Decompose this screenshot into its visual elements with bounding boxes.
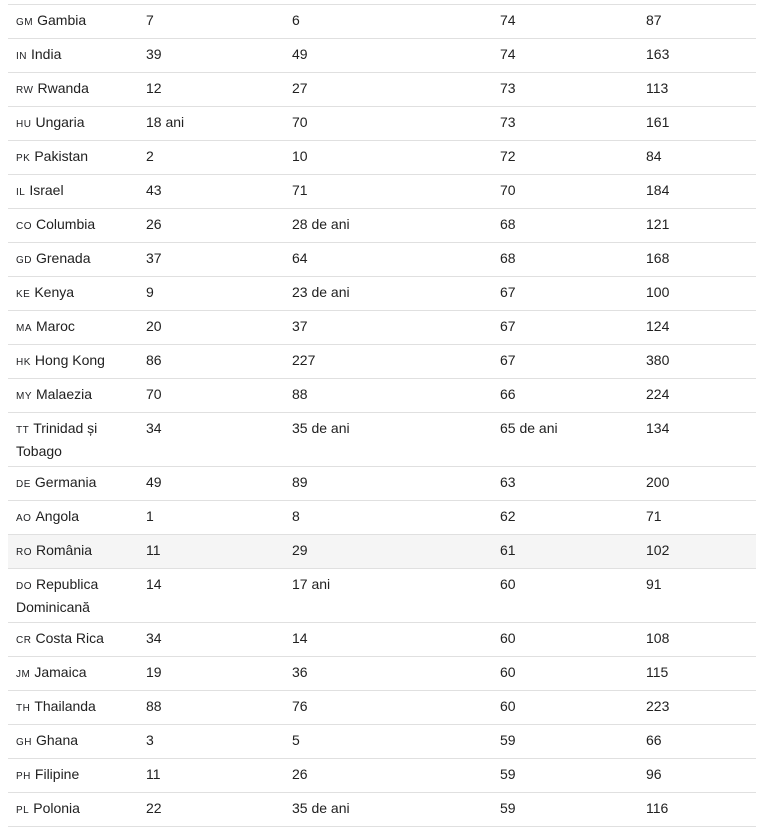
value-cell-2: 70 [292, 114, 308, 130]
country-code: AO [16, 513, 32, 524]
value-cell-3: 73 [500, 114, 516, 130]
table-row [8, 209, 756, 243]
country-name: Pakistan [34, 148, 89, 164]
value-cell-1: 7 [146, 12, 154, 28]
value-cell-4: 184 [646, 182, 670, 198]
value-cell-4: 87 [646, 12, 662, 28]
value-cell-2: 89 [292, 474, 308, 490]
value-cell-3: 74 [500, 46, 516, 62]
value-cell-3: 59 [500, 766, 516, 782]
value-cell-4: 108 [646, 630, 670, 646]
country-name: Columbia [36, 216, 96, 232]
value-cell-2: 28 de ani [292, 216, 350, 232]
table-row [8, 277, 756, 311]
country-name: Germania [34, 474, 97, 490]
value-cell-2: 29 [292, 542, 308, 558]
country-code: PK [16, 153, 31, 164]
country-cell [8, 345, 146, 378]
country-code: MA [16, 323, 32, 334]
value-cell-4: 224 [646, 386, 670, 402]
country-code: HU [16, 119, 32, 130]
table-row [8, 623, 756, 657]
country-name: Trinidad și Tobago [16, 420, 98, 459]
value-cell-3: 60 [500, 630, 516, 646]
value-cell-3: 67 [500, 318, 516, 334]
value-cell-1: 19 [146, 664, 162, 680]
table-row [8, 467, 756, 501]
value-cell-3: 59 [500, 732, 516, 748]
value-cell-2: 17 ani [292, 576, 331, 592]
table-row [8, 725, 756, 759]
value-cell-4: 116 [646, 800, 669, 816]
country-cell [8, 759, 146, 792]
value-cell-4: 71 [646, 508, 662, 524]
table-row [8, 5, 756, 39]
value-cell-1: 2 [146, 148, 154, 164]
table-row [8, 243, 756, 277]
country-name: Republica Dominicană [16, 576, 99, 615]
country-code: GD [16, 255, 32, 266]
value-cell-4: 200 [646, 474, 670, 490]
country-code: PL [16, 805, 30, 816]
value-cell-2: 8 [292, 508, 300, 524]
country-name: Filipine [34, 766, 80, 782]
value-cell-4: 134 [646, 420, 670, 436]
value-cell-1: 86 [146, 352, 162, 368]
country-code: RW [16, 85, 34, 96]
value-cell-4: 91 [646, 576, 662, 592]
table-row [8, 657, 756, 691]
value-cell-3: 61 [500, 542, 516, 558]
country-cell [8, 535, 146, 568]
country-code: JM [16, 669, 31, 680]
value-cell-2: 14 [292, 630, 308, 646]
country-name: Maroc [36, 318, 75, 334]
value-cell-1: 3 [146, 732, 154, 748]
value-cell-4: 168 [646, 250, 670, 266]
value-cell-2: 227 [292, 352, 316, 368]
value-cell-3: 60 [500, 698, 516, 714]
country-name: Angola [35, 508, 80, 524]
value-cell-1: 34 [146, 630, 162, 646]
table-row [8, 535, 756, 569]
value-cell-2: 64 [292, 250, 308, 266]
country-cell [8, 277, 146, 310]
country-code: MY [16, 391, 32, 402]
value-cell-1: 22 [146, 800, 162, 816]
country-cell [8, 623, 146, 656]
value-cell-2: 35 de ani [292, 800, 350, 816]
table-row [8, 759, 756, 793]
value-cell-2: 37 [292, 318, 308, 334]
country-cell [8, 569, 146, 622]
country-code: TH [16, 703, 31, 714]
country-cell [8, 175, 146, 208]
value-cell-1: 14 [146, 576, 162, 592]
table-row [8, 793, 756, 827]
country-cell [8, 793, 146, 826]
country-code: IL [16, 187, 26, 198]
data-table [8, 4, 756, 827]
table-row [8, 413, 756, 467]
table-row [8, 141, 756, 175]
value-cell-4: 66 [646, 732, 662, 748]
value-cell-4: 102 [646, 542, 670, 558]
value-cell-4: 84 [646, 148, 662, 164]
country-name: Israel [29, 182, 64, 198]
country-cell [8, 243, 146, 276]
value-cell-1: 70 [146, 386, 162, 402]
value-cell-2: 76 [292, 698, 308, 714]
country-code: DE [16, 479, 31, 490]
value-cell-3: 65 de ani [500, 420, 558, 436]
country-code: TT [16, 425, 30, 436]
value-cell-2: 5 [292, 732, 300, 748]
value-cell-2: 23 de ani [292, 284, 350, 300]
country-name: Malaezia [36, 386, 93, 402]
country-cell [8, 467, 146, 500]
value-cell-2: 6 [292, 12, 300, 28]
value-cell-3: 74 [500, 12, 516, 28]
table-row [8, 345, 756, 379]
value-cell-1: 1 [146, 508, 154, 524]
value-cell-2: 35 de ani [292, 420, 350, 436]
table-row [8, 691, 756, 725]
value-cell-4: 100 [646, 284, 670, 300]
value-cell-1: 11 [146, 766, 161, 782]
country-code: PH [16, 771, 31, 782]
country-cell [8, 657, 146, 690]
country-cell [8, 39, 146, 72]
value-cell-1: 49 [146, 474, 162, 490]
value-cell-4: 96 [646, 766, 662, 782]
value-cell-1: 88 [146, 698, 162, 714]
table-row [8, 39, 756, 73]
country-name: Grenada [36, 250, 91, 266]
value-cell-1: 12 [146, 80, 162, 96]
country-name: Thailanda [34, 698, 96, 714]
value-cell-3: 68 [500, 250, 516, 266]
value-cell-3: 70 [500, 182, 516, 198]
value-cell-4: 115 [646, 664, 669, 680]
value-cell-4: 124 [646, 318, 670, 334]
value-cell-4: 161 [646, 114, 670, 130]
value-cell-3: 66 [500, 386, 516, 402]
table-row [8, 379, 756, 413]
value-cell-1: 26 [146, 216, 162, 232]
country-cell [8, 501, 146, 534]
country-code: HK [16, 357, 31, 368]
country-cell [8, 725, 146, 758]
country-name: Rwanda [37, 80, 89, 96]
country-name: Ghana [36, 732, 79, 748]
value-cell-4: 121 [646, 216, 670, 232]
table-row [8, 107, 756, 141]
value-cell-1: 18 ani [146, 114, 185, 130]
country-name: Gambia [37, 12, 87, 28]
country-cell [8, 107, 146, 140]
country-code: KE [16, 289, 31, 300]
country-name: Jamaica [34, 664, 87, 680]
value-cell-3: 59 [500, 800, 516, 816]
value-cell-3: 67 [500, 352, 516, 368]
value-cell-2: 27 [292, 80, 308, 96]
country-cell [8, 5, 146, 38]
value-cell-2: 26 [292, 766, 308, 782]
country-cell [8, 209, 146, 242]
value-cell-2: 49 [292, 46, 308, 62]
value-cell-1: 20 [146, 318, 162, 334]
country-name: Ungaria [35, 114, 85, 130]
value-cell-3: 62 [500, 508, 516, 524]
value-cell-3: 60 [500, 576, 516, 592]
value-cell-3: 67 [500, 284, 516, 300]
country-name: Kenya [34, 284, 75, 300]
country-cell [8, 141, 146, 174]
country-cell [8, 379, 146, 412]
value-cell-3: 73 [500, 80, 516, 96]
country-name: Polonia [33, 800, 80, 816]
table-row [8, 501, 756, 535]
country-cell [8, 691, 146, 724]
table-row [8, 175, 756, 209]
value-cell-1: 9 [146, 284, 154, 300]
value-cell-2: 88 [292, 386, 308, 402]
country-name: Costa Rica [35, 630, 104, 646]
country-cell [8, 73, 146, 106]
country-cell [8, 311, 146, 344]
country-name: România [36, 542, 93, 558]
value-cell-1: 11 [146, 542, 161, 558]
country-code: DO [16, 581, 32, 592]
table-row [8, 73, 756, 107]
country-code: RO [16, 547, 32, 558]
table-row [8, 311, 756, 345]
value-cell-3: 60 [500, 664, 516, 680]
country-code: CO [16, 221, 32, 232]
table-row [8, 569, 756, 623]
value-cell-1: 39 [146, 46, 162, 62]
country-code: CR [16, 635, 32, 646]
value-cell-2: 10 [292, 148, 308, 164]
value-cell-4: 223 [646, 698, 670, 714]
value-cell-1: 34 [146, 420, 162, 436]
value-cell-4: 380 [646, 352, 670, 368]
country-code: GH [16, 737, 32, 748]
value-cell-3: 63 [500, 474, 516, 490]
country-code: GM [16, 17, 34, 28]
value-cell-1: 43 [146, 182, 162, 198]
value-cell-4: 163 [646, 46, 670, 62]
country-name: India [31, 46, 62, 62]
value-cell-3: 72 [500, 148, 516, 164]
value-cell-2: 36 [292, 664, 308, 680]
country-cell [8, 413, 146, 466]
country-name: Hong Kong [34, 352, 105, 368]
value-cell-1: 37 [146, 250, 162, 266]
country-code: IN [16, 51, 27, 62]
value-cell-3: 68 [500, 216, 516, 232]
value-cell-2: 71 [292, 182, 308, 198]
value-cell-4: 113 [646, 80, 669, 96]
